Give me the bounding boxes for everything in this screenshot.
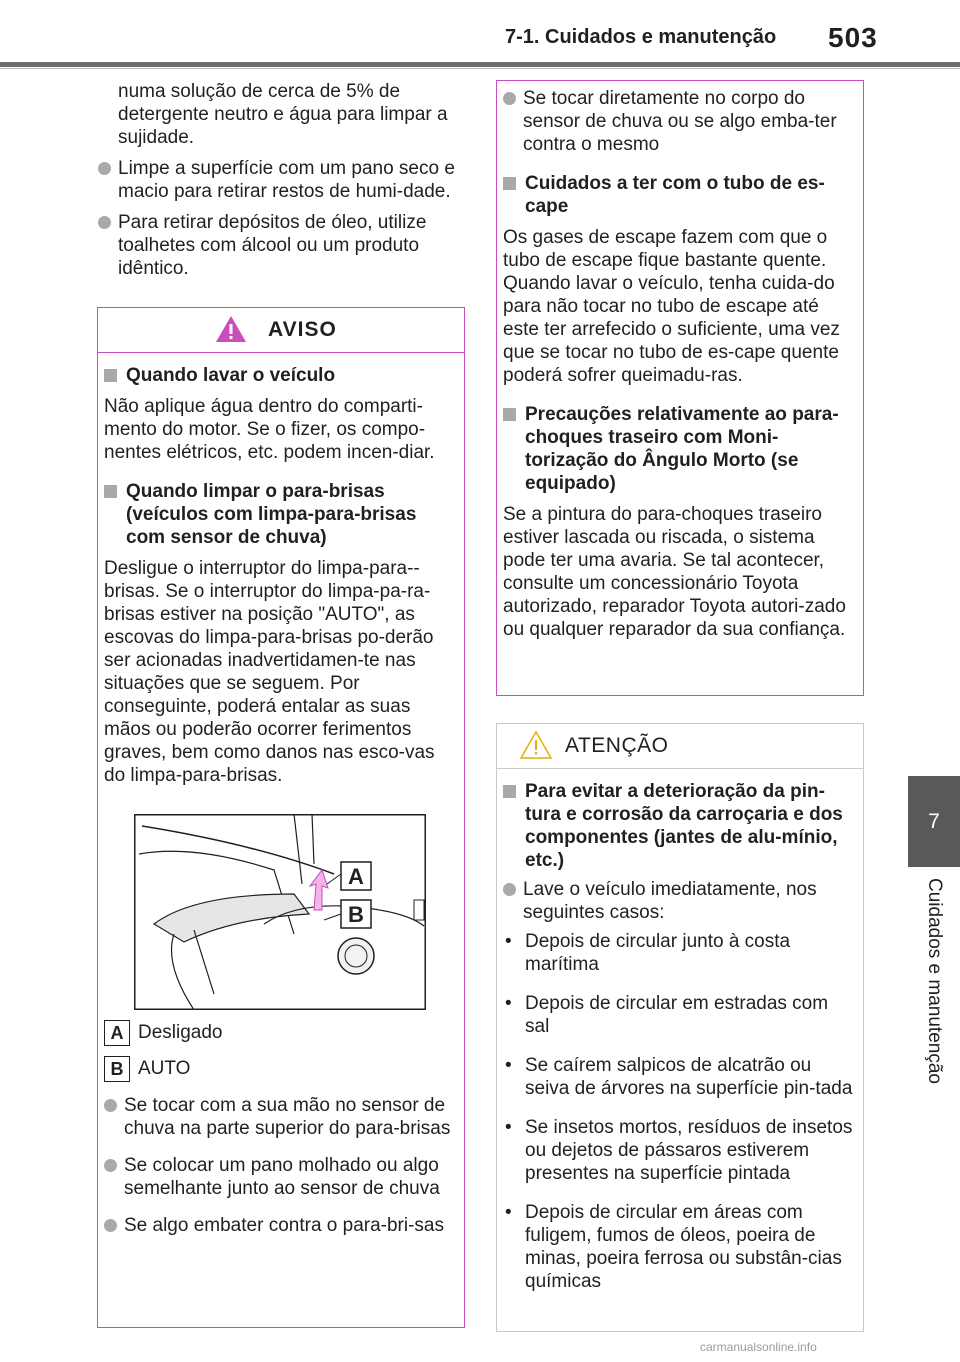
- bullet-item: Lave o veículo imediatamente, nos seguintes casos:: [503, 878, 857, 924]
- list-item: • Se caírem salpicos de alcatrão ou seiva de árvores na superfície pin-tada: [503, 1054, 857, 1100]
- aviso-continued-box: [496, 80, 864, 696]
- atencao-title: ATENÇÃO: [565, 734, 669, 757]
- bullet-item: Se colocar um pano molhado ou algo semelhante junto ao sensor de chuva: [104, 1154, 458, 1200]
- atencao-header: [497, 724, 863, 769]
- legend-b: B AUTO: [104, 1056, 458, 1082]
- list-item: • Depois de circular junto à costa marítima: [503, 930, 857, 976]
- bullet-item: Limpe a superfície com um pano seco e macio para retirar restos de humi-dade.: [98, 157, 462, 203]
- aviso-section-heading: Precauções relativamente ao para-choques traseiro com Moni-torização do Ângulo Morto (se equipado): [503, 403, 857, 495]
- aviso-header: [98, 308, 464, 353]
- atencao-content: [503, 770, 857, 1293]
- list-item: • Depois de circular em áreas com fuligem, fumos de óleos, poeira de minas, poeira ferrosa ou substân-cias químicas: [503, 1201, 857, 1293]
- wiper-switch-illustration: [134, 814, 426, 1010]
- chapter-label: Cuidados e manutenção: [924, 878, 945, 1084]
- chapter-tab[interactable]: 7: [908, 776, 960, 867]
- section-title: 7-1. Cuidados e manutenção: [505, 26, 777, 48]
- legend-a: A Desligado: [104, 1020, 458, 1046]
- aviso-content: [104, 354, 458, 787]
- aviso-paragraph: Os gases de escape fazem com que o tubo de escape fique bastante quente. Quando lavar o veículo, tenha cuida-do para não tocar no tubo de escape até este ter arrefecido o suficiente, uma vez que se tocar no tubo de es-cape quente poderá sofrer queimadu-ras.: [503, 227, 840, 386]
- atencao-section-heading: Para evitar a deterioração da pin-tura e corrosão da carroçaria e dos componentes (jantes de alu-mínio, etc.): [503, 780, 857, 872]
- aviso-paragraph: Se a pintura do para-choques traseiro estiver lascada ou riscada, o sistema pode ter uma avaria. Se tal acontecer, consulte um concessionário Toyota autorizado, reparador Toyota autori-zado ou qualquer reparador da sua confiança.: [503, 504, 846, 640]
- aviso-box: [97, 307, 465, 1328]
- bullet-item: Se algo embater contra o para-bri-sas: [104, 1214, 458, 1237]
- list-item: • Se insetos mortos, resíduos de insetos ou dejetos de pássaros estiverem presentes na superfície pintada: [503, 1116, 857, 1185]
- left-intro: [98, 80, 462, 280]
- bullet-item: Se tocar com a sua mão no sensor de chuva na parte superior do para-brisas: [104, 1094, 458, 1140]
- bullet-item: Se tocar diretamente no corpo do sensor de chuva ou se algo emba-ter contra o mesmo: [503, 87, 857, 156]
- aviso-paragraph: Não aplique água dentro do comparti-mento do motor. Se o fizer, os compo-nentes elétricos, etc. podem incen-diar.: [104, 396, 435, 463]
- aviso-continued-content: [503, 87, 857, 641]
- list-item: • Depois de circular em estradas com sal: [503, 992, 857, 1038]
- bullet-item: Para retirar depósitos de óleo, utilize toalhetes com álcool ou um produto idêntico.: [98, 211, 462, 280]
- watermark: carmanualsonline.info: [700, 1340, 817, 1354]
- atencao-box: [496, 723, 864, 1332]
- legend-key-a: A: [104, 1020, 130, 1046]
- page-number: 503: [828, 22, 878, 53]
- aviso-section-heading: Quando lavar o veículo: [104, 364, 458, 387]
- continued-text: numa solução de cerca de 5% de detergente neutro e água para limpar a sujidade.: [118, 81, 448, 148]
- aviso-paragraph: Desligue o interruptor do limpa-para--brisas. Se o interruptor do limpa-pa-ra-brisas estiver na posição "AUTO", as escovas do limpa-para-brisas po-derão ser acionadas inadvertidamen-te nas situações que se seguem. Por conseguinte, poderá entalar as suas mãos ou poderão ocorrer ferimentos graves, bem como danos nas esco-vas do limpa-para-brisas.: [104, 558, 435, 786]
- caution-icon: [519, 730, 553, 760]
- warning-icon: [214, 314, 248, 344]
- header-rule: [0, 62, 960, 67]
- aviso-section-heading: Quando limpar o para-brisas (veículos com limpa-para-brisas com sensor de chuva): [104, 480, 458, 549]
- figure-label-b: B: [348, 902, 364, 927]
- aviso-section-heading: Cuidados a ter com o tubo de es-cape: [503, 172, 857, 218]
- aviso-title: AVISO: [268, 318, 337, 341]
- legend-key-b: B: [104, 1056, 130, 1082]
- aviso-content-lower: [104, 1020, 458, 1237]
- header-rule-thin: [0, 68, 960, 69]
- figure-label-a: A: [348, 864, 364, 889]
